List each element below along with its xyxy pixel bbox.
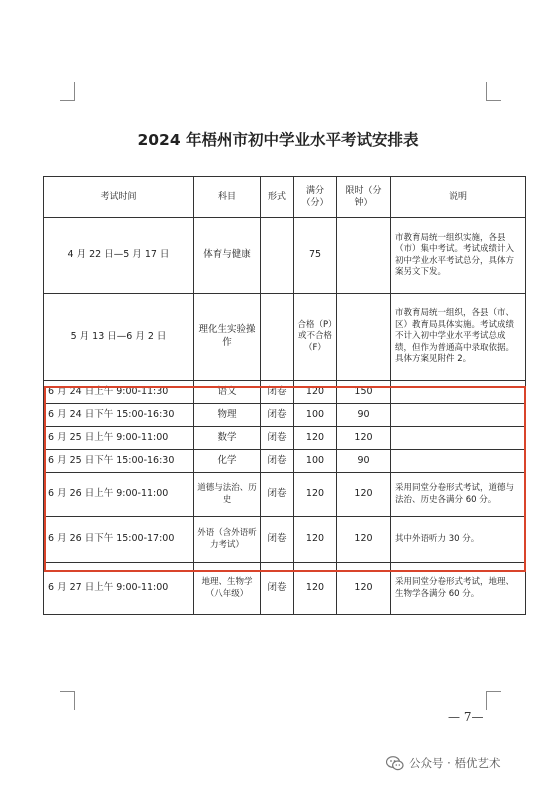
cell-time: 6 月 27 日上午 9:00-11:00 (44, 563, 194, 615)
table-row (44, 427, 526, 450)
cell-duration: 120 (337, 427, 391, 450)
cell-score: 75 (294, 218, 337, 294)
cell-duration (337, 218, 391, 294)
cell-time: 6 月 26 日上午 9:00-11:00 (44, 473, 194, 517)
cell-notes: 采用同堂分卷形式考试，道德与法治、历史各满分 60 分。 (391, 473, 526, 517)
header-notes: 说明 (391, 177, 526, 218)
cell-notes: 采用同堂分卷形式考试，地理、生物学各满分 60 分。 (391, 563, 526, 615)
cell-format: 闭卷 (261, 404, 294, 427)
cell-time: 6 月 24 日下午 15:00-16:30 (44, 404, 194, 427)
cell-duration: 90 (337, 450, 391, 473)
cell-subject: 理化生实验操作 (194, 294, 261, 381)
cell-score: 120 (294, 381, 337, 404)
header-time: 考试时间 (44, 177, 194, 218)
cell-time: 6 月 25 日上午 9:00-11:00 (44, 427, 194, 450)
cell-notes (391, 404, 526, 427)
cell-notes: 市教育局统一组织实施，各县（市）集中考试。考试成绩计入初中学业水平考试总分，具体方案另文下发。 (391, 218, 526, 294)
cell-duration: 120 (337, 473, 391, 517)
cell-score: 120 (294, 563, 337, 615)
cell-score: 100 (294, 450, 337, 473)
cell-notes (391, 381, 526, 404)
cell-subject: 地理、生物学（八年级） (194, 563, 261, 615)
cell-format: 闭卷 (261, 517, 294, 563)
cell-format (261, 294, 294, 381)
cell-duration: 90 (337, 404, 391, 427)
cell-score: 合格（P）或不合格（F） (294, 294, 337, 381)
cell-format: 闭卷 (261, 450, 294, 473)
cell-format: 闭卷 (261, 381, 294, 404)
cell-subject: 语文 (194, 381, 261, 404)
table-row (44, 517, 526, 563)
header-format: 形式 (261, 177, 294, 218)
exam-schedule-table (43, 176, 526, 615)
watermark (386, 752, 500, 774)
crop-mark-bottom-right (486, 691, 501, 710)
header-duration: 限时（分钟） (337, 177, 391, 218)
header-score: 满分（分） (294, 177, 337, 218)
cell-time: 6 月 25 日下午 15:00-16:30 (44, 450, 194, 473)
cell-score: 120 (294, 517, 337, 563)
cell-subject: 道德与法治、历史 (194, 473, 261, 517)
cell-time: 6 月 26 日下午 15:00-17:00 (44, 517, 194, 563)
cell-duration: 120 (337, 517, 391, 563)
cell-time: 6 月 24 日上午 9:00-11:30 (44, 381, 194, 404)
cell-time: 5 月 13 日—6 月 2 日 (44, 294, 194, 381)
cell-duration: 120 (337, 563, 391, 615)
wechat-icon (386, 756, 404, 771)
table-row (44, 563, 526, 615)
cell-notes (391, 450, 526, 473)
crop-mark-top-right (486, 82, 501, 101)
header-subject: 科目 (194, 177, 261, 218)
cell-subject: 化学 (194, 450, 261, 473)
table-header-row (44, 177, 526, 218)
table-row (44, 450, 526, 473)
cell-duration (337, 294, 391, 381)
table-row (44, 473, 526, 517)
crop-mark-bottom-left (60, 691, 75, 710)
page-title: 2024 年梧州市初中学业水平考试安排表 (137, 131, 419, 149)
cell-subject: 外语（含外语听力考试） (194, 517, 261, 563)
cell-notes (391, 427, 526, 450)
table-row (44, 404, 526, 427)
crop-mark-top-left (60, 82, 75, 101)
cell-subject: 数学 (194, 427, 261, 450)
cell-time: 4 月 22 日—5 月 17 日 (44, 218, 194, 294)
cell-format (261, 218, 294, 294)
cell-format: 闭卷 (261, 427, 294, 450)
table-row (44, 381, 526, 404)
cell-notes: 其中外语听力 30 分。 (391, 517, 526, 563)
cell-subject: 体育与健康 (194, 218, 261, 294)
cell-score: 100 (294, 404, 337, 427)
cell-duration: 150 (337, 381, 391, 404)
watermark-text: 公众号 · 梧优艺术 (409, 756, 501, 770)
cell-notes: 市教育局统一组织，各县（市、区）教育局具体实施。考试成绩不计入初中学业水平考试总成绩，但作为普通高中录取依据。具体方案见附件 2。 (391, 294, 526, 381)
cell-format: 闭卷 (261, 563, 294, 615)
cell-subject: 物理 (194, 404, 261, 427)
cell-score: 120 (294, 473, 337, 517)
table-row (44, 218, 526, 294)
page-number: — 7— (448, 710, 484, 724)
cell-format: 闭卷 (261, 473, 294, 517)
cell-score: 120 (294, 427, 337, 450)
table-row (44, 294, 526, 381)
